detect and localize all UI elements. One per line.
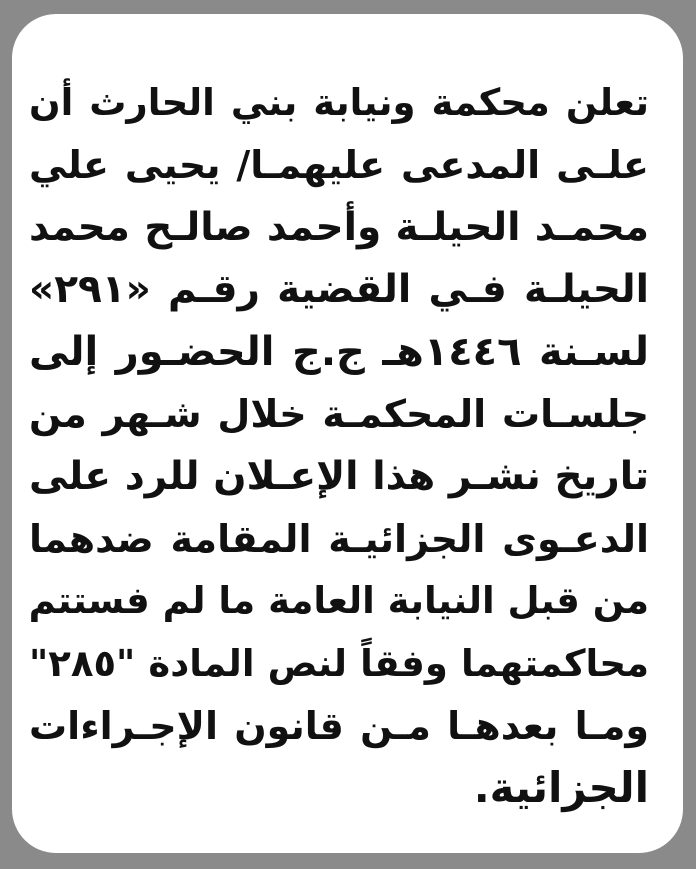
notice-line-4: الحيلـة فـي القضية رقـم «٢٩١» — [29, 266, 649, 312]
notice-line-10: محاكمتهما وفقاً لنص المادة "٢٨٥" — [29, 641, 649, 685]
notice-card — [12, 14, 683, 853]
notice-line-8: الدعـوى الجزائيـة المقامة ضدهما — [29, 517, 649, 562]
notice-text — [29, 72, 649, 820]
notice-line-6: جلسـات المحكمـة خلال شـهر من — [29, 392, 649, 437]
notice-line-2: علـى المدعى عليهمـا/ يحيى علي — [29, 143, 649, 188]
notice-line-12: الجزائية. — [473, 763, 649, 813]
notice-line-11: ومـا بعدهـا مـن قانون الإجـراءات — [29, 703, 649, 748]
notice-line-1: تعلن محكمة ونيابة بني الحارث أن — [29, 81, 649, 124]
notice-line-7: تاريخ نشـر هذا الإعـلان للرد على — [29, 453, 649, 499]
notice-line-3: محمـد الحيلـة وأحمد صالـح محمد — [29, 204, 649, 250]
notice-line-9: من قبل النيابة العامة ما لم فستتم — [28, 579, 649, 623]
notice-line-5: لسـنة ١٤٤٦هـ ج.ج الحضـور إلى — [29, 329, 650, 376]
